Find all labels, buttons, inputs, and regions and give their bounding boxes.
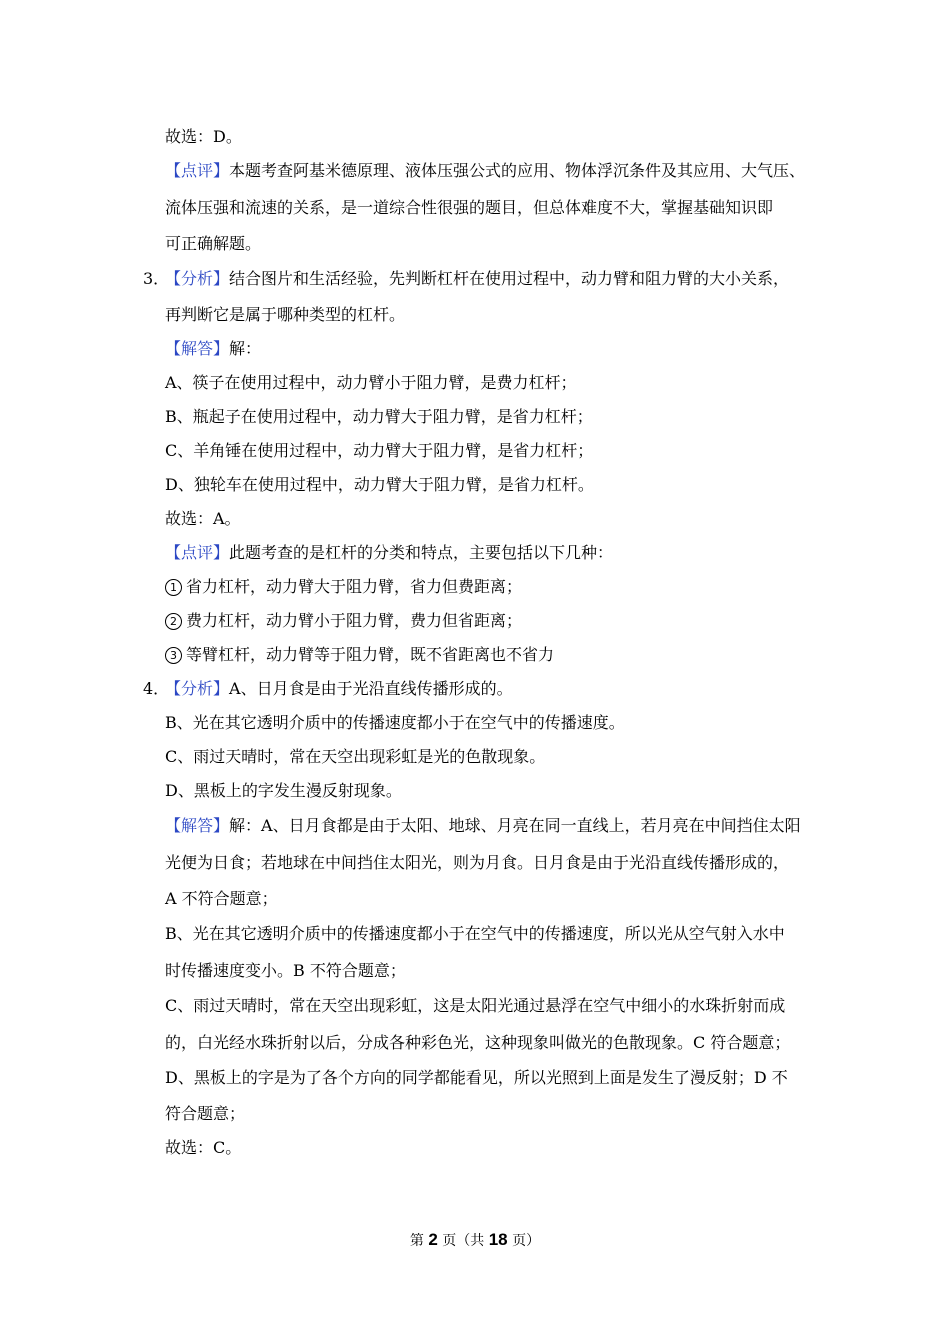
q3-option-c: C、羊角锤在使用过程中，动力臂大于阻力臂，是省力杠杆； bbox=[165, 441, 594, 460]
page-footer bbox=[0, 1230, 950, 1251]
q3-answer: 故选：A。 bbox=[165, 509, 241, 528]
q3-number: 3． bbox=[143, 269, 170, 288]
review-tag: 【点评】 bbox=[165, 543, 230, 562]
analysis-tag: 【分析】 bbox=[165, 269, 230, 288]
q3-review-line bbox=[165, 543, 613, 563]
solution-tag: 【解答】 bbox=[165, 816, 230, 835]
q3-option-d: D、独轮车在使用过程中，动力臂大于阻力臂，是省力杠杆。 bbox=[165, 475, 594, 494]
q4-solution-text-1: 解：A、日月食都是由于太阳、地球、月亮在同一直线上，若月亮在中间挡住太阳 bbox=[229, 816, 801, 835]
q2-review-line-1 bbox=[165, 161, 805, 181]
q4-analysis-line-c: C、雨过天晴时，常在天空出现彩虹是光的色散现象。 bbox=[165, 747, 546, 766]
footer-middle: 页（共 bbox=[437, 1233, 489, 1249]
q3-point-2-text: 费力杠杆，动力臂小于阻力臂，费力但省距离； bbox=[186, 611, 523, 630]
q3-point-1 bbox=[165, 577, 522, 597]
q4-solution-line-5: 时传播速度变小。B 不符合题意； bbox=[165, 961, 406, 980]
q3-option-a: A、筷子在使用过程中，动力臂小于阻力臂，是费力杠杆； bbox=[165, 373, 577, 392]
q3-point-3 bbox=[165, 645, 554, 665]
analysis-tag: 【分析】 bbox=[165, 679, 230, 698]
footer-total-pages: 18 bbox=[488, 1230, 508, 1249]
q3-analysis-line-2: 再判断它是属于哪种类型的杠杆。 bbox=[165, 305, 406, 324]
q4-solution-line-6: C、雨过天晴时，常在天空出现彩虹，这是太阳光通过悬浮在空气中细小的水珠折射而成 bbox=[165, 996, 786, 1015]
q3-solution-text: 解： bbox=[229, 339, 262, 358]
q3-review-text: 此题考查的是杠杆的分类和特点，主要包括以下几种： bbox=[229, 543, 614, 562]
review-tag: 【点评】 bbox=[165, 161, 230, 180]
q3-solution-line bbox=[165, 339, 261, 359]
circled-number-1: 1 bbox=[165, 579, 182, 596]
footer-page-number: 2 bbox=[428, 1230, 438, 1249]
q2-review-text-1: 本题考查阿基米德原理、液体压强公式的应用、物体浮沉条件及其应用、大气压、 bbox=[229, 161, 806, 180]
footer-suffix: 页） bbox=[507, 1233, 541, 1249]
q4-solution-line-9: 符合题意； bbox=[165, 1104, 246, 1123]
q4-solution-line-8: D、黑板上的字是为了各个方向的同学都能看见，所以光照到上面是发生了漫反射；D 不 bbox=[165, 1068, 788, 1087]
q4-analysis-line-d: D、黑板上的字发生漫反射现象。 bbox=[165, 781, 402, 800]
q4-number: 4． bbox=[143, 679, 170, 698]
q4-analysis-line-a bbox=[165, 679, 513, 699]
q3-option-b: B、瓶起子在使用过程中，动力臂大于阻力臂，是省力杠杆； bbox=[165, 407, 593, 426]
footer-prefix: 第 bbox=[409, 1233, 429, 1249]
q4-answer: 故选：C。 bbox=[165, 1138, 242, 1157]
q4-solution-line-4: B、光在其它透明介质中的传播速度都小于在空气中的传播速度，所以光从空气射入水中 bbox=[165, 924, 785, 943]
q4-analysis-line-b: B、光在其它透明介质中的传播速度都小于在空气中的传播速度。 bbox=[165, 713, 625, 732]
q3-point-1-text: 省力杠杆，动力臂大于阻力臂，省力但费距离； bbox=[186, 577, 523, 596]
q2-review-line-3: 可正确解题。 bbox=[165, 234, 262, 253]
q4-solution-line-1 bbox=[165, 816, 801, 836]
q3-point-3-text: 等臂杠杆，动力臂等于阻力臂，既不省距离也不省力 bbox=[186, 645, 555, 664]
q4-solution-line-7: 的，白光经水珠折射以后，分成各种彩色光，这种现象叫做光的色散现象。C 符合题意； bbox=[165, 1033, 791, 1052]
q2-review-line-2: 流体压强和流速的关系，是一道综合性很强的题目，但总体难度不大，掌握基础知识即 bbox=[165, 198, 774, 217]
q4-solution-line-3: A 不符合题意； bbox=[165, 889, 278, 908]
q3-analysis-text-1: 结合图片和生活经验，先判断杠杆在使用过程中，动力臂和阻力臂的大小关系， bbox=[229, 269, 790, 288]
q3-point-2 bbox=[165, 611, 522, 631]
solution-tag: 【解答】 bbox=[165, 339, 230, 358]
q4-analysis-text-a: A、日月食是由于光沿直线传播形成的。 bbox=[229, 679, 513, 698]
q4-solution-line-2: 光便为日食；若地球在中间挡住太阳光，则为月食。日月食是由于光沿直线传播形成的， bbox=[165, 853, 790, 872]
circled-number-3: 3 bbox=[165, 647, 182, 664]
q3-analysis-line-1 bbox=[165, 269, 789, 289]
q2-answer: 故选：D。 bbox=[165, 127, 242, 146]
circled-number-2: 2 bbox=[165, 613, 182, 630]
